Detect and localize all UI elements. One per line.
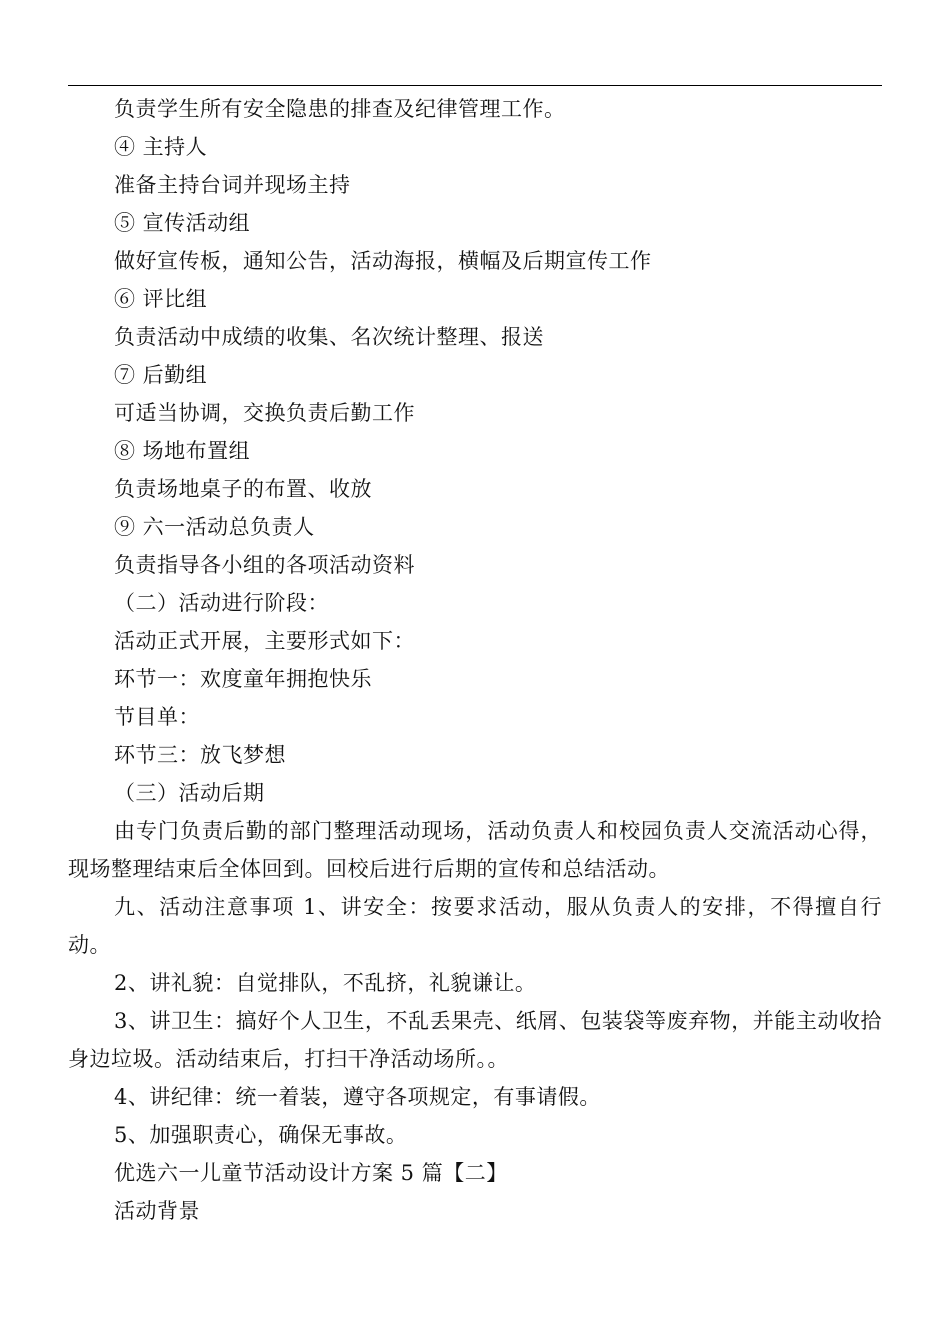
text-line: 准备主持台词并现场主持 <box>114 173 351 197</box>
text-line: 环节三：放飞梦想 <box>114 743 286 767</box>
paragraph: 由专门负责后勤的部门整理活动现场，活动负责人和校园负责人交流活动心得，现场整理结束后全体回到。回校后进行后期的宣传和总结活动。 <box>68 819 882 881</box>
document-body <box>68 90 882 1230</box>
paragraph: 5、加强职责心，确保无事故。 <box>114 1123 408 1147</box>
section-heading: （二）活动进行阶段： <box>114 591 329 615</box>
text-line: 环节一：欢度童年拥抱快乐 <box>114 667 372 691</box>
section-heading: ⑥ 评比组 <box>114 287 208 311</box>
section-heading: ⑤ 宣传活动组 <box>114 211 251 235</box>
section-heading: ⑨ 六一活动总负责人 <box>114 515 315 539</box>
section-heading: ④ 主持人 <box>114 135 208 159</box>
text-line: 做好宣传板，通知公告，活动海报，横幅及后期宣传工作 <box>114 249 652 273</box>
section-heading: （三）活动后期 <box>114 781 265 805</box>
text-line: 节目单： <box>114 705 200 729</box>
paragraph: 九、活动注意事项 1、讲安全：按要求活动，服从负责人的安排，不得擅自行动。 <box>68 895 882 957</box>
paragraph: 2、讲礼貌：自觉排队，不乱挤，礼貌谦让。 <box>114 971 537 995</box>
document-title: 优选六一儿童节活动设计方案 5 篇【二】 <box>114 1161 508 1185</box>
section-heading: 活动背景 <box>114 1199 200 1223</box>
text-line: 可适当协调，交换负责后勤工作 <box>114 401 415 425</box>
paragraph: 3、讲卫生：搞好个人卫生，不乱丢果壳、纸屑、包装袋等废弃物，并能主动收拾身边垃圾。活动结束后，打扫干净活动场所。。 <box>68 1009 882 1071</box>
text-line: 活动正式开展，主要形式如下： <box>114 629 415 653</box>
text-line: 负责场地桌子的布置、收放 <box>114 477 372 501</box>
section-heading: ⑦ 后勤组 <box>114 363 208 387</box>
paragraph: 4、讲纪律：统一着装，遵守各项规定，有事请假。 <box>114 1085 601 1109</box>
header-rule <box>68 85 882 86</box>
text-line: 负责活动中成绩的收集、名次统计整理、报送 <box>114 325 544 349</box>
text-line: 负责学生所有安全隐患的排查及纪律管理工作。 <box>114 97 566 121</box>
section-heading: ⑧ 场地布置组 <box>114 439 251 463</box>
text-line: 负责指导各小组的各项活动资料 <box>114 553 415 577</box>
